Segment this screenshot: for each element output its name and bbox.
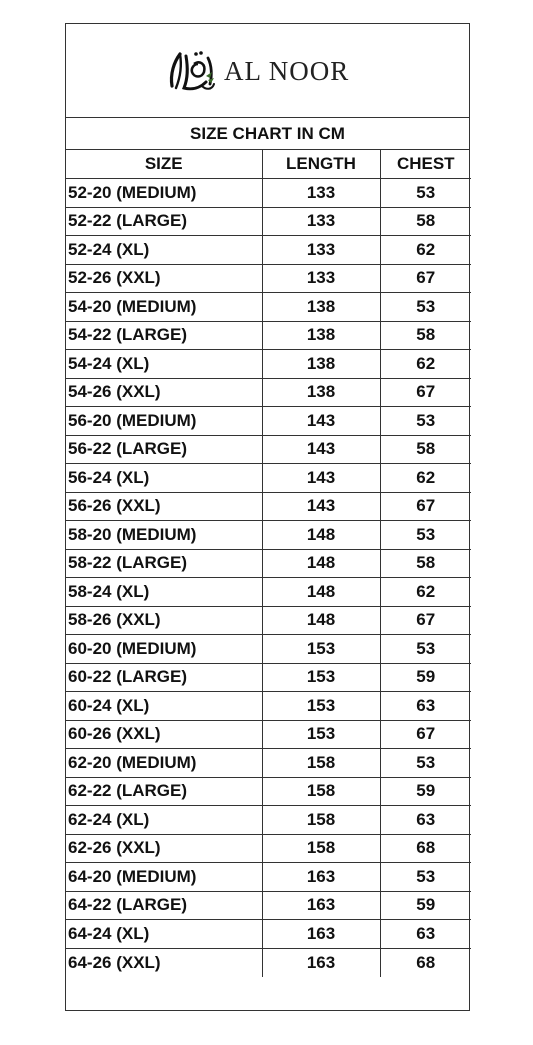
chest-cell: 53 bbox=[380, 521, 471, 550]
chest-cell: 68 bbox=[380, 948, 471, 977]
length-cell: 143 bbox=[262, 492, 380, 521]
length-cell: 153 bbox=[262, 663, 380, 692]
size-cell: 60-20 (MEDIUM) bbox=[66, 635, 262, 664]
table-row bbox=[66, 777, 471, 806]
size-cell: 58-26 (XXL) bbox=[66, 606, 262, 635]
table-row bbox=[66, 948, 471, 977]
chest-cell: 59 bbox=[380, 891, 471, 920]
size-cell: 62-22 (LARGE) bbox=[66, 777, 262, 806]
chest-cell: 63 bbox=[380, 920, 471, 949]
size-cell: 58-20 (MEDIUM) bbox=[66, 521, 262, 550]
chest-cell: 67 bbox=[380, 378, 471, 407]
length-cell: 148 bbox=[262, 549, 380, 578]
size-cell: 64-20 (MEDIUM) bbox=[66, 863, 262, 892]
chest-cell: 62 bbox=[380, 236, 471, 265]
arabic-calligraphy-logo-icon bbox=[166, 46, 218, 94]
length-cell: 133 bbox=[262, 179, 380, 208]
table-row bbox=[66, 635, 471, 664]
column-header-size: SIZE bbox=[66, 150, 262, 179]
table-row bbox=[66, 407, 471, 436]
table-row bbox=[66, 321, 471, 350]
length-cell: 143 bbox=[262, 435, 380, 464]
size-cell: 62-20 (MEDIUM) bbox=[66, 749, 262, 778]
length-cell: 163 bbox=[262, 920, 380, 949]
size-cell: 60-24 (XL) bbox=[66, 692, 262, 721]
brand-name: AL NOOR bbox=[224, 55, 350, 86]
chest-cell: 62 bbox=[380, 350, 471, 379]
table-row bbox=[66, 293, 471, 322]
table-row bbox=[66, 521, 471, 550]
brand-logo bbox=[166, 46, 349, 94]
length-cell: 138 bbox=[262, 293, 380, 322]
length-cell: 133 bbox=[262, 207, 380, 236]
length-cell: 153 bbox=[262, 720, 380, 749]
length-cell: 138 bbox=[262, 321, 380, 350]
size-cell: 58-24 (XL) bbox=[66, 578, 262, 607]
logo-header bbox=[66, 24, 469, 118]
table-row bbox=[66, 492, 471, 521]
length-cell: 133 bbox=[262, 236, 380, 265]
table-row bbox=[66, 692, 471, 721]
table-row bbox=[66, 549, 471, 578]
table-row bbox=[66, 749, 471, 778]
column-header-chest: CHEST bbox=[380, 150, 471, 179]
table-row bbox=[66, 378, 471, 407]
size-cell: 52-22 (LARGE) bbox=[66, 207, 262, 236]
size-cell: 52-24 (XL) bbox=[66, 236, 262, 265]
chest-cell: 53 bbox=[380, 749, 471, 778]
size-cell: 52-26 (XXL) bbox=[66, 264, 262, 293]
table-row bbox=[66, 663, 471, 692]
table-row bbox=[66, 350, 471, 379]
table-row bbox=[66, 920, 471, 949]
size-cell: 54-26 (XXL) bbox=[66, 378, 262, 407]
length-cell: 133 bbox=[262, 264, 380, 293]
chest-cell: 67 bbox=[380, 606, 471, 635]
chest-cell: 58 bbox=[380, 321, 471, 350]
length-cell: 163 bbox=[262, 891, 380, 920]
size-cell: 56-20 (MEDIUM) bbox=[66, 407, 262, 436]
chest-cell: 53 bbox=[380, 293, 471, 322]
chest-cell: 58 bbox=[380, 435, 471, 464]
table-row bbox=[66, 264, 471, 293]
length-cell: 158 bbox=[262, 806, 380, 835]
length-cell: 148 bbox=[262, 606, 380, 635]
size-cell: 54-22 (LARGE) bbox=[66, 321, 262, 350]
chest-cell: 53 bbox=[380, 635, 471, 664]
length-cell: 153 bbox=[262, 692, 380, 721]
chest-cell: 53 bbox=[380, 863, 471, 892]
length-cell: 158 bbox=[262, 834, 380, 863]
table-header-row bbox=[66, 150, 471, 179]
length-cell: 163 bbox=[262, 948, 380, 977]
table-row bbox=[66, 834, 471, 863]
table-row bbox=[66, 435, 471, 464]
size-cell: 64-22 (LARGE) bbox=[66, 891, 262, 920]
length-cell: 148 bbox=[262, 578, 380, 607]
table-row bbox=[66, 236, 471, 265]
table-row bbox=[66, 578, 471, 607]
chest-cell: 67 bbox=[380, 264, 471, 293]
table-row bbox=[66, 720, 471, 749]
size-cell: 64-26 (XXL) bbox=[66, 948, 262, 977]
length-cell: 163 bbox=[262, 863, 380, 892]
table-row bbox=[66, 806, 471, 835]
length-cell: 153 bbox=[262, 635, 380, 664]
size-cell: 64-24 (XL) bbox=[66, 920, 262, 949]
size-cell: 62-24 (XL) bbox=[66, 806, 262, 835]
size-table bbox=[66, 150, 471, 977]
size-cell: 58-22 (LARGE) bbox=[66, 549, 262, 578]
chest-cell: 58 bbox=[380, 549, 471, 578]
chest-cell: 59 bbox=[380, 777, 471, 806]
size-cell: 54-24 (XL) bbox=[66, 350, 262, 379]
column-header-length: LENGTH bbox=[262, 150, 380, 179]
chest-cell: 63 bbox=[380, 806, 471, 835]
chest-cell: 67 bbox=[380, 492, 471, 521]
chart-caption: SIZE CHART IN CM bbox=[66, 118, 469, 150]
chest-cell: 53 bbox=[380, 179, 471, 208]
size-chart-sheet bbox=[65, 23, 470, 1011]
chest-cell: 53 bbox=[380, 407, 471, 436]
length-cell: 138 bbox=[262, 350, 380, 379]
size-cell: 60-26 (XXL) bbox=[66, 720, 262, 749]
size-cell: 60-22 (LARGE) bbox=[66, 663, 262, 692]
size-cell: 56-26 (XXL) bbox=[66, 492, 262, 521]
chest-cell: 59 bbox=[380, 663, 471, 692]
length-cell: 138 bbox=[262, 378, 380, 407]
length-cell: 158 bbox=[262, 777, 380, 806]
length-cell: 143 bbox=[262, 407, 380, 436]
chest-cell: 58 bbox=[380, 207, 471, 236]
table-row bbox=[66, 207, 471, 236]
size-cell: 54-20 (MEDIUM) bbox=[66, 293, 262, 322]
table-row bbox=[66, 606, 471, 635]
chest-cell: 63 bbox=[380, 692, 471, 721]
table-row bbox=[66, 464, 471, 493]
chest-cell: 67 bbox=[380, 720, 471, 749]
size-cell: 52-20 (MEDIUM) bbox=[66, 179, 262, 208]
table-row bbox=[66, 179, 471, 208]
chest-cell: 62 bbox=[380, 578, 471, 607]
size-cell: 56-24 (XL) bbox=[66, 464, 262, 493]
length-cell: 158 bbox=[262, 749, 380, 778]
size-cell: 56-22 (LARGE) bbox=[66, 435, 262, 464]
table-row bbox=[66, 891, 471, 920]
length-cell: 143 bbox=[262, 464, 380, 493]
table-row bbox=[66, 863, 471, 892]
size-cell: 62-26 (XXL) bbox=[66, 834, 262, 863]
chest-cell: 68 bbox=[380, 834, 471, 863]
length-cell: 148 bbox=[262, 521, 380, 550]
chest-cell: 62 bbox=[380, 464, 471, 493]
